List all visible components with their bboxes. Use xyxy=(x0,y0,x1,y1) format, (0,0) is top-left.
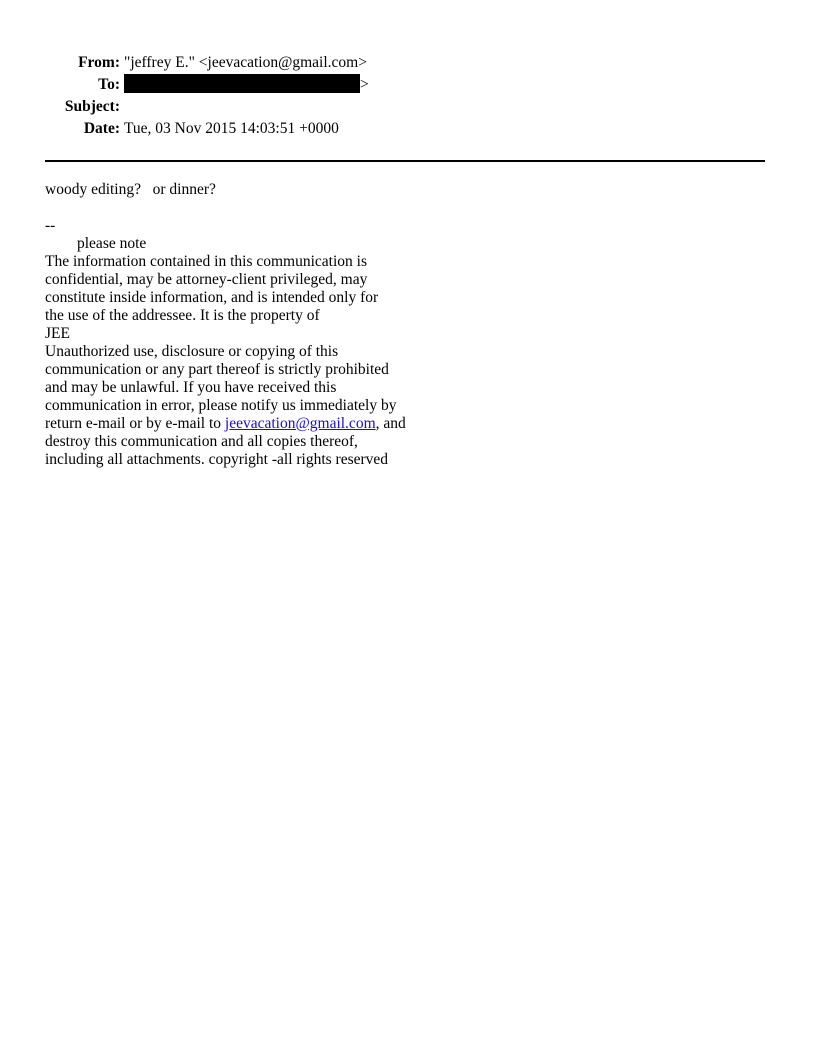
date-value: Tue, 03 Nov 2015 14:03:51 +0000 xyxy=(124,120,339,137)
from-value: "jeffrey E." <jeevacation@gmail.com> xyxy=(124,54,367,71)
please-note: please note xyxy=(77,235,147,252)
to-value xyxy=(124,74,369,96)
disclaimer-line: JEE xyxy=(45,325,70,342)
disclaimer-line: and may be unlawful. If you have received this xyxy=(45,379,337,396)
date-row xyxy=(0,118,816,140)
return-prefix: return e-mail or by e-mail to xyxy=(45,415,225,432)
signature-separator: -- xyxy=(45,217,56,234)
email-link[interactable]: jeevacation@gmail.com xyxy=(224,415,376,432)
closing-line: destroy this communication and all copies thereof, xyxy=(45,433,358,450)
spacer xyxy=(45,199,765,217)
disclaimer-line: Unauthorized use, disclosure or copying of this xyxy=(45,343,339,360)
redaction-block xyxy=(124,74,360,93)
closing-line: including all attachments. copyright -all rights reserved xyxy=(45,451,389,468)
date-label: Date: xyxy=(83,120,120,137)
subject-label: Subject: xyxy=(64,98,120,115)
message-text: woody editing? or dinner? xyxy=(45,181,216,198)
email-body xyxy=(45,181,765,469)
from-label: From: xyxy=(78,54,120,71)
disclaimer-line: the use of the addressee. It is the property of xyxy=(45,307,320,324)
email-header xyxy=(0,52,816,140)
header-divider xyxy=(45,160,765,162)
to-label: To: xyxy=(98,76,120,93)
to-row xyxy=(0,74,816,96)
disclaimer-return-line xyxy=(45,415,765,433)
disclaimer-line: constitute inside information, and is intended only for xyxy=(45,289,379,306)
disclaimer-line: The information contained in this communication is xyxy=(45,253,367,270)
disclaimer-line: confidential, may be attorney-client privileged, may xyxy=(45,271,368,288)
from-row xyxy=(0,52,816,74)
disclaimer-line: communication or any part thereof is strictly prohibited xyxy=(45,361,389,378)
disclaimer-line: communication in error, please notify us immediately by xyxy=(45,397,397,414)
to-suffix: > xyxy=(360,76,369,93)
subject-row xyxy=(0,96,816,118)
return-suffix: , and xyxy=(375,415,406,432)
